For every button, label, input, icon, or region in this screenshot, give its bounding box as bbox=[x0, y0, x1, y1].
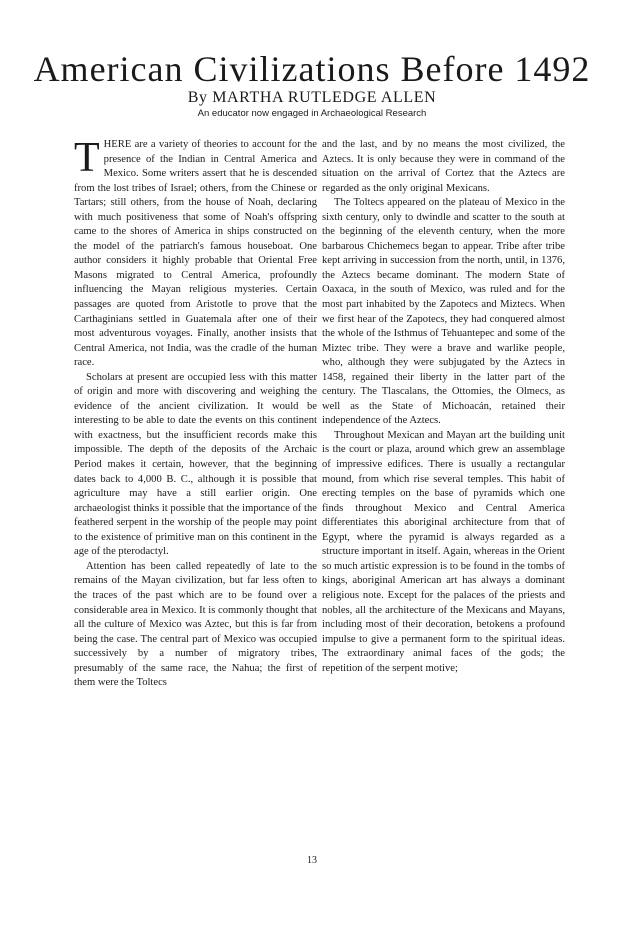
page-number: 13 bbox=[307, 855, 317, 866]
paragraph: Attention has been called repeatedly of late to the remains of the Mayan civilization, but far less often to the traces of the past which are to be found over a considerable area in Mexico. It is commonly thought that all the culture of Mexico was Aztec, but this is far from being the case. The central part of Mexico was occupied successively by a number of migratory tribes, presumably of the same race, the Nahua; the first of them were the Toltecs bbox=[74, 560, 317, 689]
article-title: American Civilizations Before 1492 bbox=[33, 49, 591, 89]
paragraph: and the last, and by no means the most civilized, the Aztecs. It is only because they were in command of the situation on the arrival of Cortez that the Aztecs are regarded as the only original Mexicans. bbox=[322, 139, 565, 194]
paragraph: Scholars at present are occupied less with this matter of origin and more with discovering and weighing the evidence of the ancient civilization. It would be interesting to be able to date the events on this continent with exactness, but the insufficient records make this impossible. The depth of the deposits of the Archaic Period makes it certain, however, that the beginning dates back to 4,000 B. C., although it is possible that agriculture may have a still earlier origin. One archaeologist thinks it possible that the importance of the feathered serpent in the worship of the people may point to the existence of primitive man on this continent in the age of the pterodactyl. bbox=[74, 371, 317, 558]
article-byline: By MARTHA RUTLEDGE ALLEN bbox=[187, 89, 437, 106]
paragraph: The Toltecs appeared on the plateau of Mexico in the sixth century, only to dwindle and scatter to the south at the beginning of the eleventh century, when the more barbarous Chichemecs began to appear. Tribe after tribe kept arriving in succession from the north, until, in 1376, the Aztecs became dominant. The modern State of Oaxaca, in the south of Mexico, was ruled and for the most part inhabited by the Zapotecs and Miztecs. When we first hear of the Zapotecs, they had conquered almost the whole of the Isthmus of Tehuantepec and some of the Miztec tribe. They were a brave and warlike people, who, although they were subjugated by the Aztecs in 1458, regained their liberty in the latter part of the century. The Tlascalans, the Ottomies, the Olmecs, as well as the State of Michoacán, retained their independence of the Aztecs. bbox=[322, 197, 565, 427]
paragraph: Throughout Mexican and Mayan art the building unit is the court or plaza, around which grew an assemblage of impressive edifices. There is usually a rectangular mound, from which rise several temples. This habit of erecting temples on the base of pyramids which one finds throughout Mexico and Central America differentiates this aboriginal architecture from that of Egypt, where the pyramid is always regarded as a structure important in itself. Again, whereas in the Orient so much artistic expression is to be found in the tombs of kings, aboriginal American art has always a dominant religious note. Except for the palaces of the priests and nobles, all the architecture of the Mexicans and Mayans, including most of their decoration, betokens a profound impulse to give a permanent form to the spiritual ideas. The extraordinary animal faces of the gods; the repetition of the serpent motive; bbox=[322, 429, 565, 674]
right-column bbox=[322, 138, 565, 676]
paragraph bbox=[74, 135, 317, 371]
article-subtitle: An educator now engaged in Archaeological Research bbox=[197, 108, 427, 119]
paragraph-text: HERE are a variety of theories to account for the presence of the Indian in Central America and Mexico. Some writers assert that he is descended from the lost tribes of Israel; others, from the Chinese or Tartars; still others, from the house of Noah, declaring with much positiveness that some of Noah's offspring came to the shores of America in ships constructed on the model of the patriarch's famous houseboat. One author considers it highly probable that Oriental Free Masons migrated to Central America, profoundly influencing the Mayan religious mysteries. Certain passages are quoted from Aristotle to prove that the Carthaginians settled in Guatemala after one of their most adventurous voyages. Finally, another insists that Central America, not India, was the cradle of the human race. bbox=[74, 139, 317, 369]
left-column bbox=[74, 135, 317, 691]
drop-cap: T bbox=[74, 135, 100, 181]
